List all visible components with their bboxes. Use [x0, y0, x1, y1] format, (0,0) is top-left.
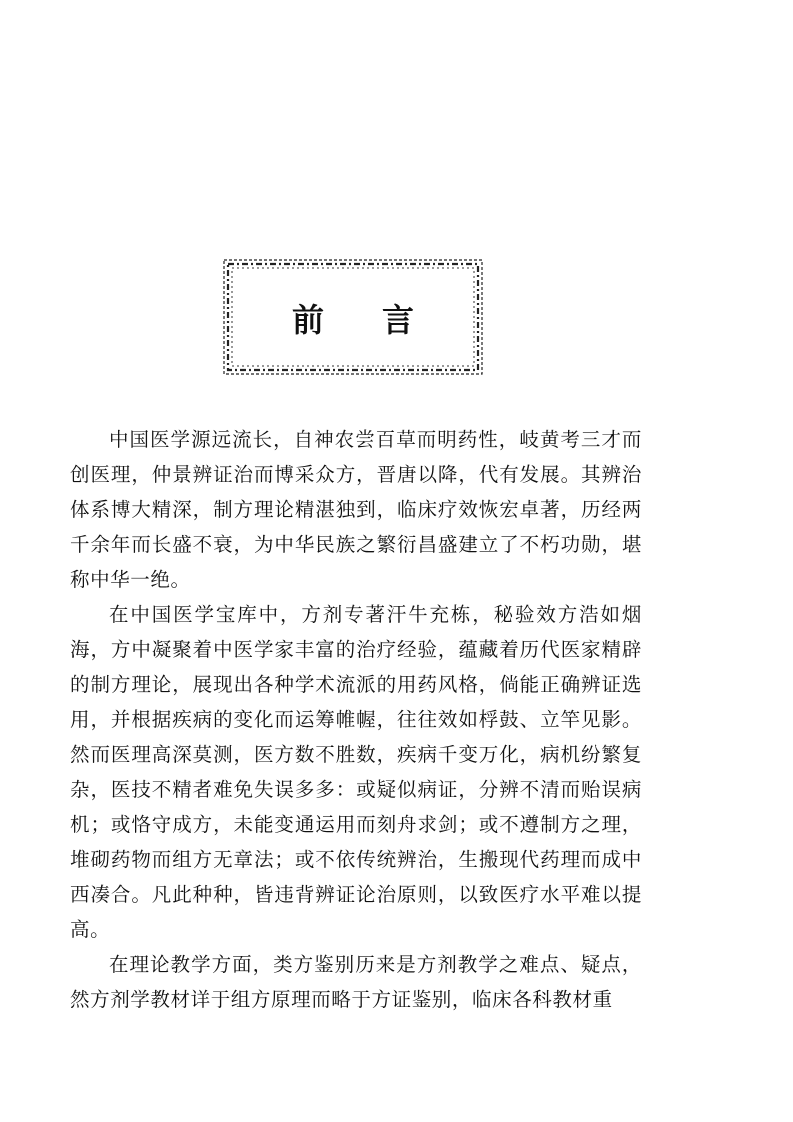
- paragraph-2: 在中国医学宝库中，方剂专著汗牛充栋，秘验效方浩如烟海，方中凝聚着中医学家丰富的治疗经验，蕴藏着历代医家精辟的制方理论，展现出各种学术流派的用药风格，倘能正确辨证选用，并根据疾病的变化而运筹帷幄，往往效如桴鼓、立竿见影。然而医理高深莫测，医方数不胜数，疾病千变万化，病机纷繁复杂，医技不精者难免失误多多：或疑似病证，分辨不清而贻误病机；或恪守成方，未能变通运用而刻舟求剑；或不遵制方之理，堆砌药物而组方无章法；或不依传统辨治，生搬现代药理而成中西凑合。凡此种种，皆违背辨证论治原则，以致医疗水平难以提高。: [70, 603, 642, 941]
- title-char-2: 言: [381, 301, 414, 339]
- paragraph-1: 中国医学源远流长，自神农尝百草而明药性，岐黄考三才而创医理，仲景辨证治而博采众方，晋唐以降，代有发展。其辨治体系博大精深，制方理论精湛独到，临床疗效恢宏卓著，历经两千余年而长盛不衰，为中华民族之繁衍昌盛建立了不朽功勋，堪称中华一绝。: [70, 428, 642, 591]
- paragraph-3: 在理论教学方面，类方鉴别历来是方剂教学之难点、疑点，然方剂学教材详于组方原理而略于方证鉴别，临床各科教材重: [70, 953, 642, 1011]
- preface-body: [70, 422, 642, 1017]
- page-title: [222, 296, 484, 340]
- title-frame: [222, 258, 484, 376]
- title-char-1: 前: [291, 301, 324, 339]
